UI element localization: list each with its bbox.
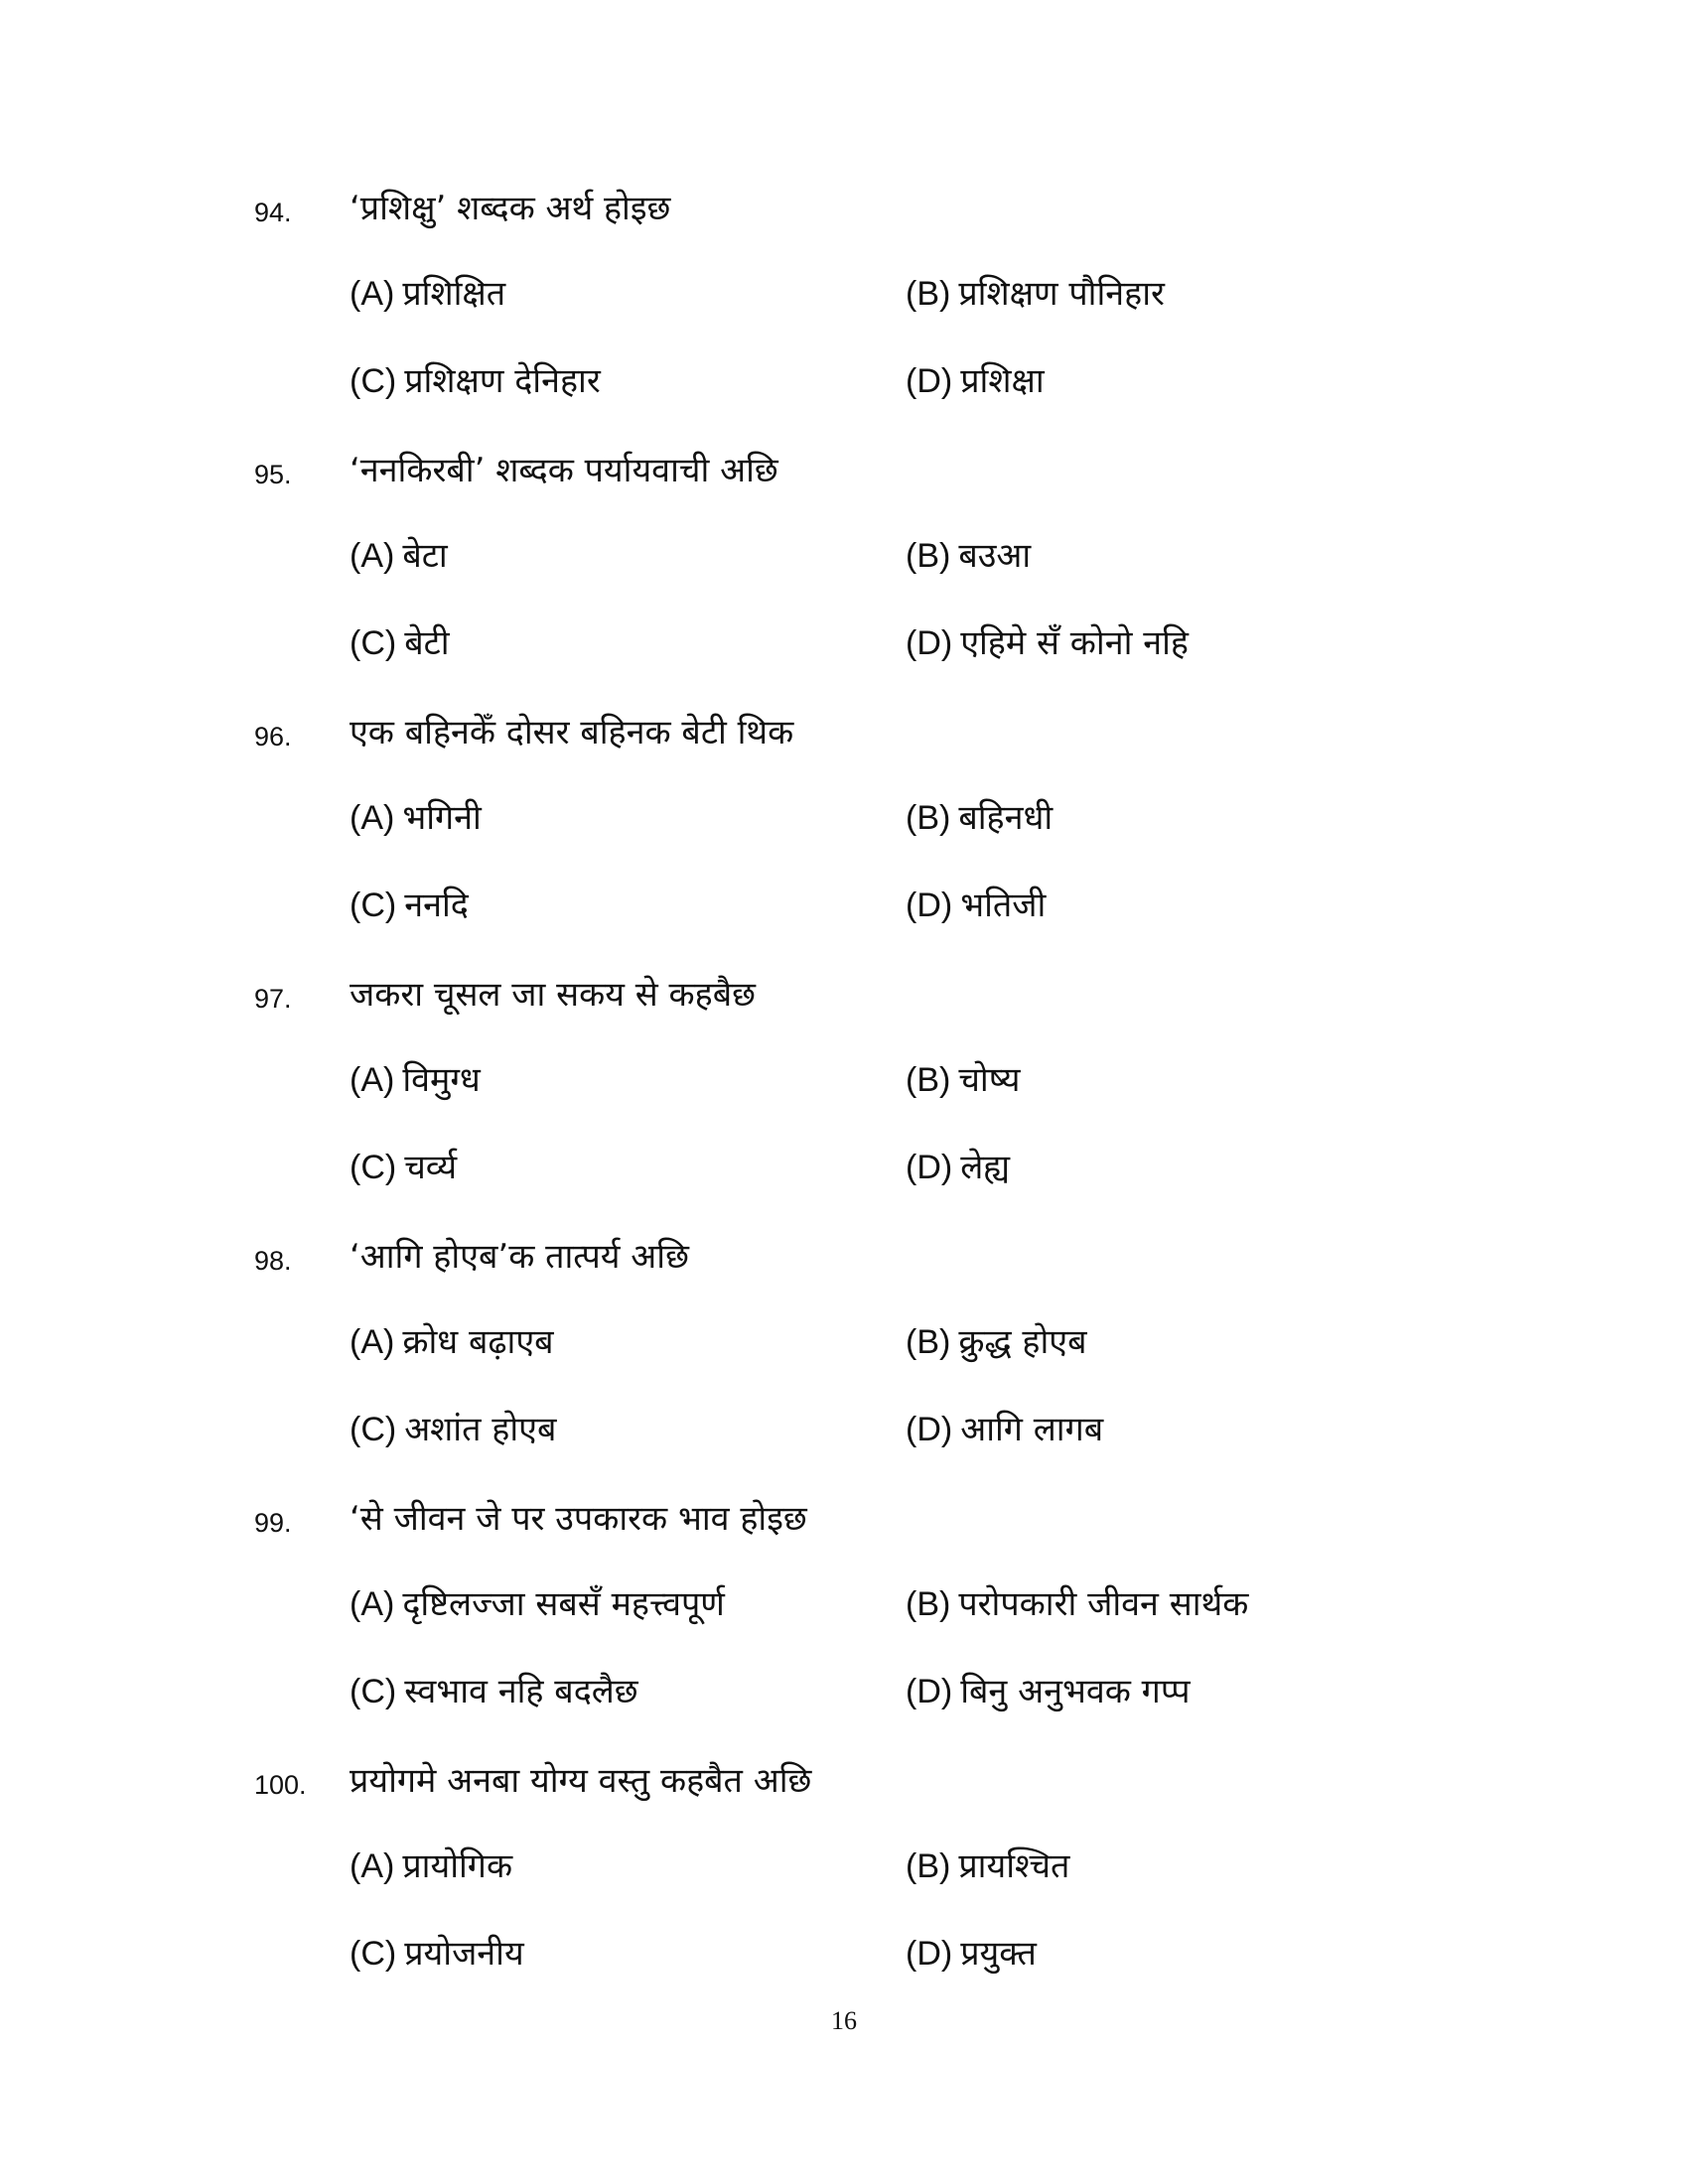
option-b — [906, 1058, 1021, 1102]
option-c — [350, 884, 469, 927]
option-a — [350, 1058, 481, 1102]
option-text: चोष्य — [958, 1060, 1021, 1100]
option-d — [906, 1146, 1010, 1189]
option-letter: (A) — [350, 799, 395, 837]
question-text: ‘ननकिरबी’ शब्दक पर्यायवाची अछि — [350, 451, 778, 490]
option-b — [906, 796, 1053, 840]
question-text: ‘आगि होएब’क तात्पर्य अछि — [350, 1237, 689, 1277]
question-text: ‘प्रशिक्षु’ शब्दक अर्थ होइछ — [350, 189, 671, 228]
option-c — [350, 359, 601, 403]
option-b — [906, 1582, 1248, 1626]
option-c — [350, 1146, 457, 1189]
option-letter: (B) — [906, 537, 951, 575]
option-a — [350, 272, 505, 316]
option-letter: (A) — [350, 1847, 395, 1885]
option-b — [906, 272, 1165, 316]
option-text: प्रयुक्त — [960, 1934, 1037, 1974]
option-letter: (A) — [350, 1585, 395, 1623]
option-letter: (A) — [350, 1061, 395, 1099]
option-text: विमुग्ध — [402, 1060, 481, 1100]
option-letter: (D) — [906, 1149, 953, 1186]
question-number: 94. — [254, 198, 292, 227]
option-letter: (C) — [350, 887, 397, 924]
option-letter: (B) — [906, 799, 951, 837]
question-number: 99. — [254, 1508, 292, 1538]
option-c — [350, 1670, 638, 1713]
option-a — [350, 796, 482, 840]
option-b — [906, 1844, 1069, 1888]
page-number: 16 — [831, 2006, 857, 2035]
question-text: प्रयोगमे अनबा योग्य वस्तु कहबैत अछि — [350, 1761, 812, 1801]
option-text: आगि लागब — [960, 1410, 1104, 1449]
option-text: बेटा — [402, 536, 448, 576]
question-number: 96. — [254, 722, 292, 751]
question-number: 95. — [254, 460, 292, 489]
option-c — [350, 1932, 524, 1976]
option-letter: (C) — [350, 1149, 397, 1186]
option-letter: (C) — [350, 1935, 397, 1973]
option-text: प्रशिक्षण पौनिहार — [958, 274, 1165, 314]
option-d — [906, 1670, 1191, 1713]
option-d — [906, 621, 1189, 665]
option-letter: (B) — [906, 1061, 951, 1099]
option-letter: (C) — [350, 362, 397, 400]
option-c — [350, 621, 450, 665]
option-letter: (B) — [906, 275, 951, 313]
question-text: एक बहिनकेँ दोसर बहिनक बेटी थिक — [350, 713, 794, 752]
option-text: भतिजी — [960, 886, 1047, 925]
option-text: बेटी — [404, 623, 450, 663]
question-number: 100. — [254, 1770, 307, 1800]
question-number: 97. — [254, 984, 292, 1014]
question-text: ‘से जीवन जे पर उपकारक भाव होइछ — [350, 1499, 807, 1539]
option-b — [906, 1320, 1087, 1364]
option-c — [350, 1408, 556, 1451]
option-letter: (C) — [350, 1411, 397, 1448]
option-d — [906, 359, 1045, 403]
option-a — [350, 1320, 554, 1364]
option-text: स्वभाव नहि बदलैछ — [404, 1672, 638, 1711]
option-text: एहिमे सँ कोनो नहि — [960, 623, 1189, 663]
option-a — [350, 534, 448, 578]
option-text: भगिनी — [402, 798, 482, 838]
option-text: प्रायोगिक — [402, 1846, 513, 1886]
option-text: प्रयोजनीय — [404, 1934, 524, 1974]
option-letter: (D) — [906, 362, 953, 400]
option-text: प्रशिक्षण देनिहार — [404, 361, 601, 401]
option-text: लेह्य — [960, 1148, 1011, 1187]
option-text: बहिनधी — [958, 798, 1054, 838]
option-letter: (B) — [906, 1323, 951, 1361]
option-text: ननदि — [404, 886, 469, 925]
option-text: क्रोध बढ़ाएब — [402, 1322, 554, 1362]
question-text: जकरा चूसल जा सकय से कहबैछ — [350, 975, 756, 1015]
option-d — [906, 1932, 1037, 1976]
option-text: दृष्टिलज्जा सबसँ महत्त्वपूर्ण — [402, 1584, 725, 1624]
option-letter: (B) — [906, 1585, 951, 1623]
option-text: प्रशिक्षित — [402, 274, 506, 314]
option-text: बउआ — [958, 536, 1032, 576]
option-letter: (B) — [906, 1847, 951, 1885]
option-letter: (C) — [350, 624, 397, 662]
option-text: परोपकारी जीवन सार्थक — [958, 1584, 1249, 1624]
option-letter: (A) — [350, 275, 395, 313]
option-a — [350, 1844, 512, 1888]
option-text: क्रुद्ध होएब — [958, 1322, 1087, 1362]
option-a — [350, 1582, 725, 1626]
option-text: प्रशिक्षा — [960, 361, 1045, 401]
option-text: प्रायश्चित — [958, 1846, 1070, 1886]
option-text: चर्व्य — [404, 1148, 458, 1187]
option-text: अशांत होएब — [404, 1410, 557, 1449]
option-b — [906, 534, 1031, 578]
option-letter: (A) — [350, 1323, 395, 1361]
option-letter: (D) — [906, 1935, 953, 1973]
question-number: 98. — [254, 1246, 292, 1276]
option-letter: (D) — [906, 624, 953, 662]
option-letter: (D) — [906, 1411, 953, 1448]
option-letter: (A) — [350, 537, 395, 575]
option-d — [906, 1408, 1103, 1451]
option-text: बिनु अनुभवक गप्प — [960, 1672, 1191, 1711]
option-letter: (D) — [906, 887, 953, 924]
option-letter: (D) — [906, 1673, 953, 1710]
option-letter: (C) — [350, 1673, 397, 1710]
option-d — [906, 884, 1046, 927]
